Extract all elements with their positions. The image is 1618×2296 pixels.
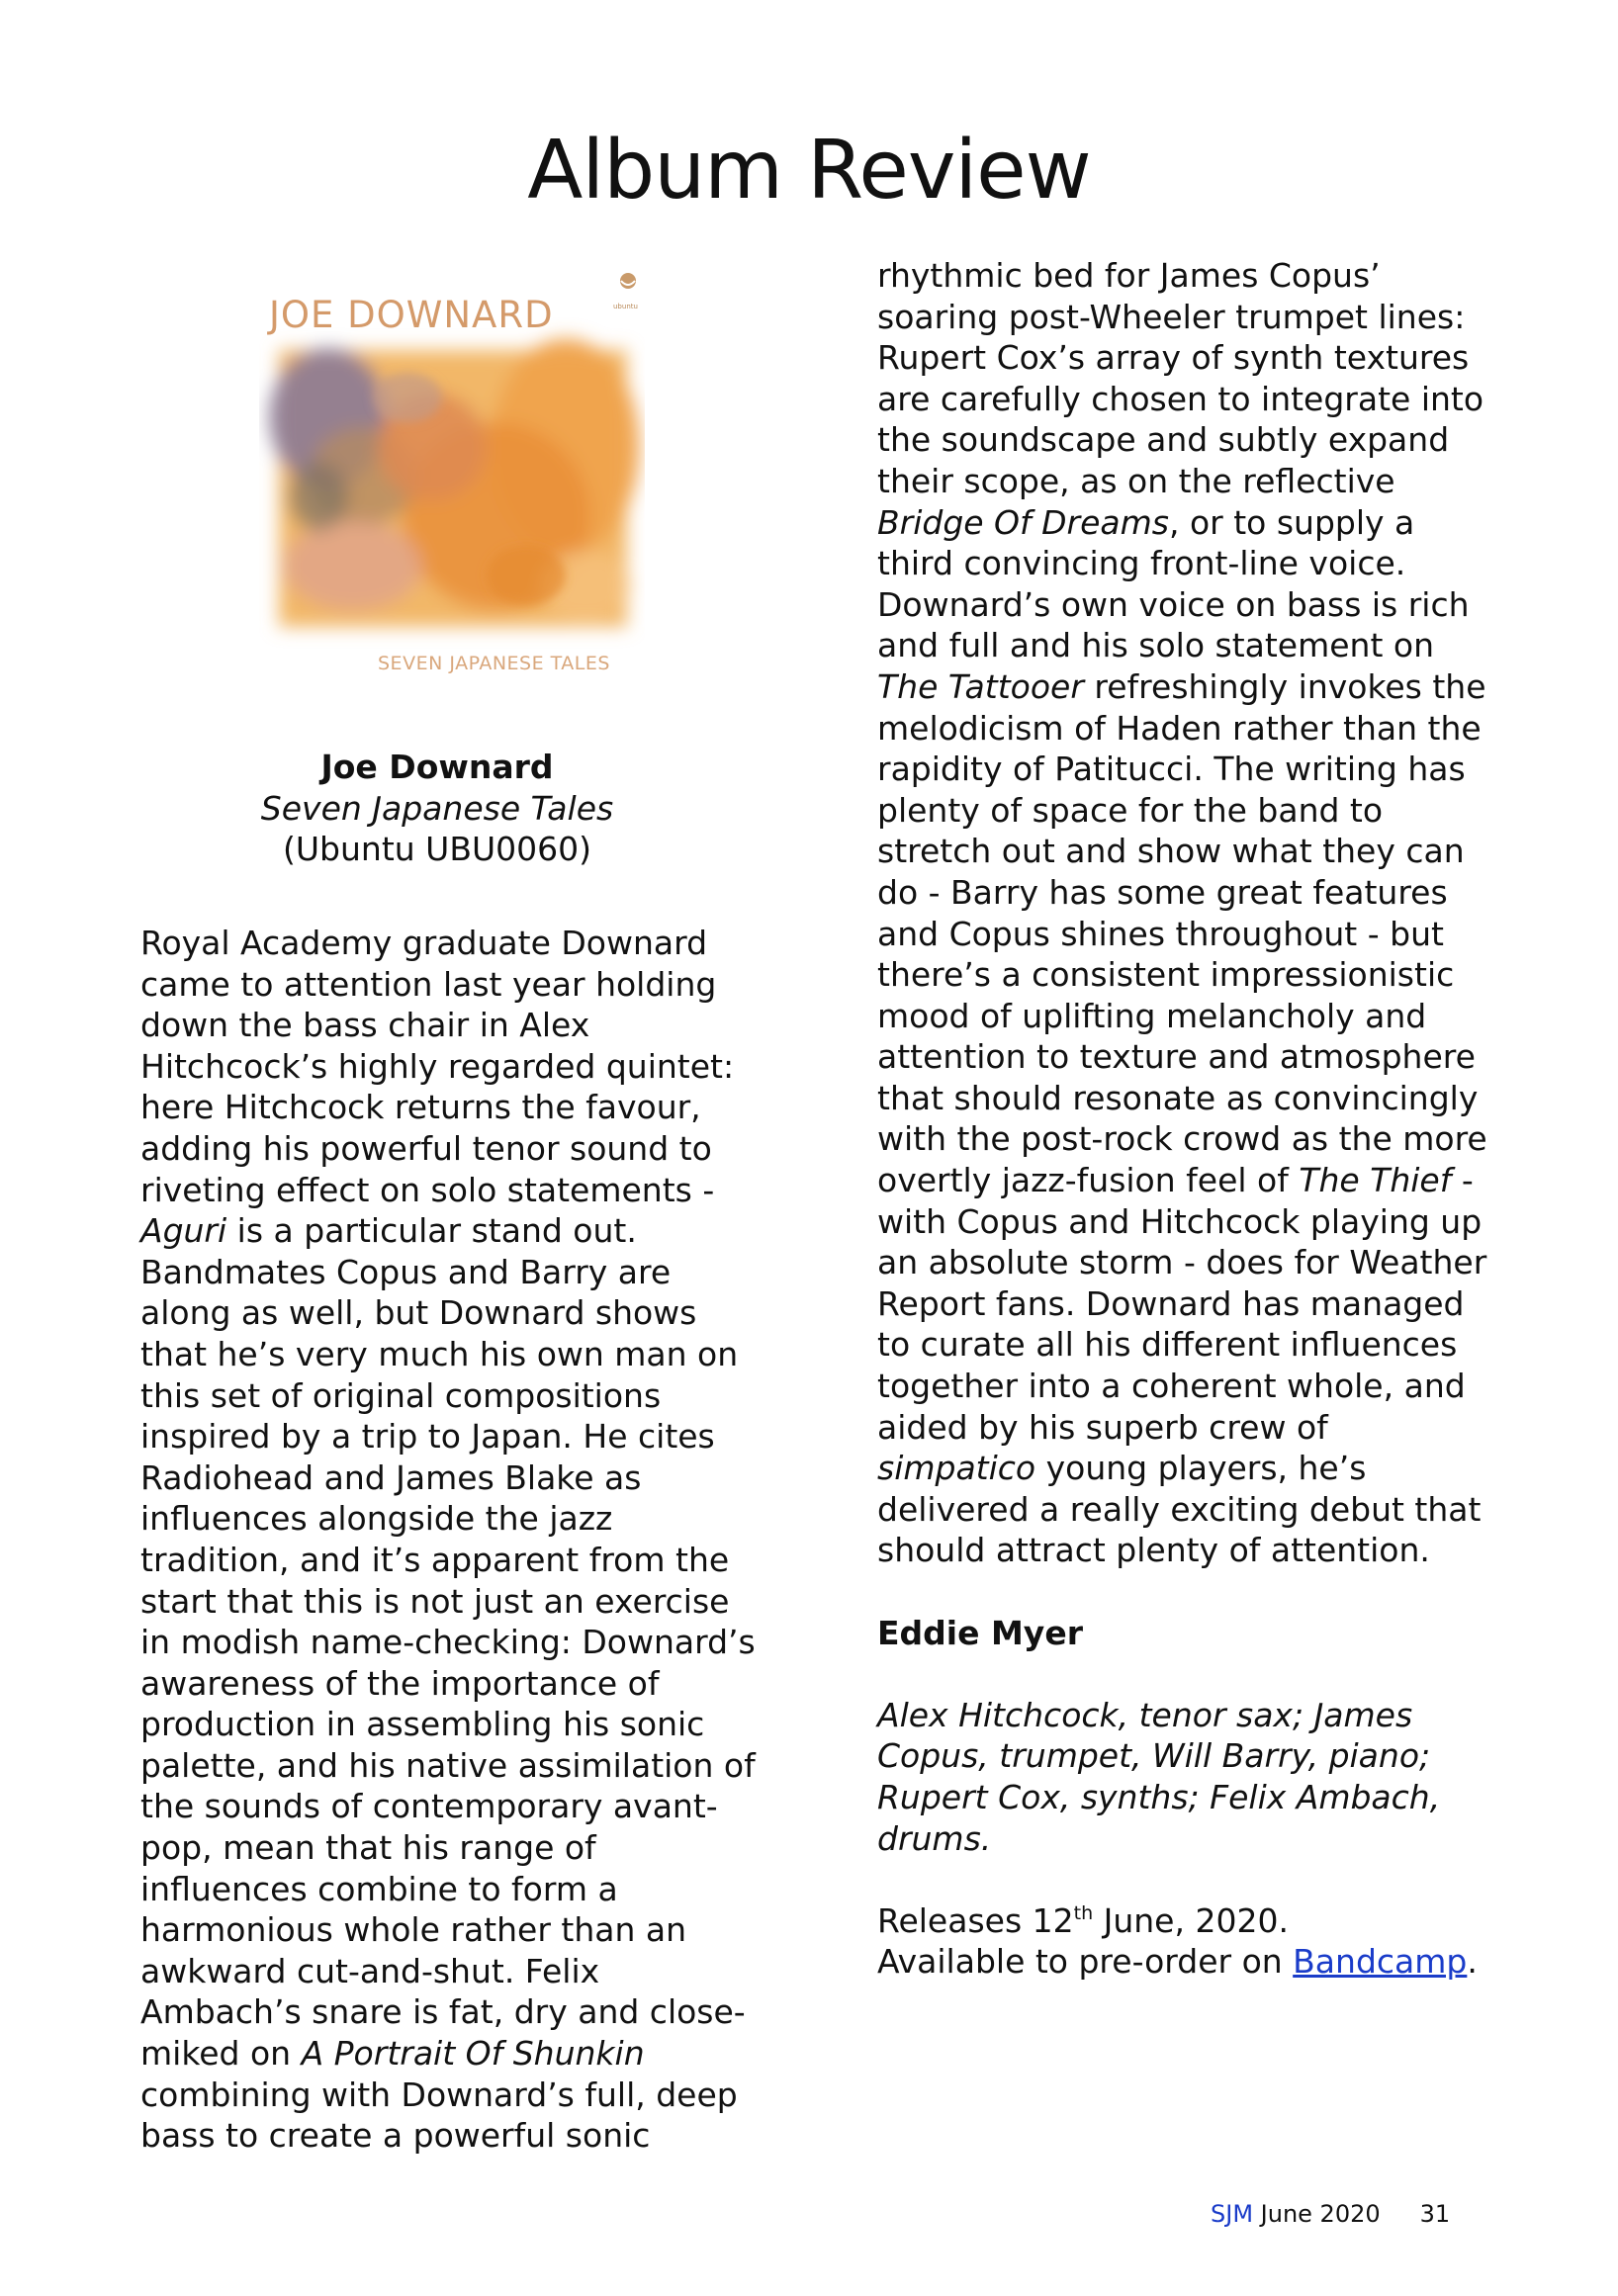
album-credit (140, 747, 734, 870)
review-line: Report fans. Downard has managed (877, 1283, 1465, 1323)
review-line: are carefully chosen to integrate into (877, 379, 1484, 418)
review-line: with Copus and Hitchcock playing up (877, 1201, 1483, 1241)
review-line: came to attention last year holding (140, 964, 717, 1004)
spacer (877, 1859, 1510, 1900)
release-prefix: Releases 12 (877, 1900, 1074, 1940)
review-line: that should resonate as convincingly (877, 1078, 1479, 1117)
review-line: Rupert Cox’s array of synth textures (877, 338, 1470, 378)
review-line: Radiohead and James Blake as (140, 1457, 642, 1497)
review-line: tradition, and it’s apparent from the (140, 1540, 730, 1579)
review-line: together into a coherent whole, and (877, 1367, 1466, 1406)
spacer (877, 1653, 1510, 1695)
review-line: down the bass chair in Alex (140, 1006, 590, 1045)
release-date (877, 1900, 1510, 1942)
album-cover (259, 259, 645, 684)
review-line: there’s a consistent impressionistic (877, 955, 1455, 995)
review-line (877, 1160, 1510, 1201)
review-line: influences combine to form a (140, 1869, 618, 1908)
review-text: miked on (140, 2034, 302, 2074)
review-line: to curate all his different influences (877, 1325, 1458, 1365)
credit-catalog: (Ubuntu UBU0060) (283, 830, 591, 869)
personnel-line: Copus, trumpet, Will Barry, piano; (877, 1736, 1431, 1776)
review-text-left (140, 923, 773, 2157)
review-line: Ambach’s snare is fat, dry and close- (140, 1992, 746, 2032)
review-line: inspired by a trip to Japan. He cites (140, 1417, 715, 1457)
footer-issue: June 2020 (1253, 2200, 1381, 2228)
review-line: in modish name-checking: Downard’s (140, 1623, 756, 1662)
review-line: Bandmates Copus and Barry are (140, 1252, 672, 1291)
review-text: young players, he’s (1035, 1449, 1367, 1488)
review-line: this set of original compositions (140, 1375, 662, 1415)
review-line: combining with Downard’s full, deep (140, 2075, 738, 2114)
review-line: an absolute storm - does for Weather (877, 1243, 1487, 1282)
release-ordinal: th (1073, 1901, 1094, 1924)
review-line: riveting effect on solo statements - (140, 1170, 715, 1209)
review-line: adding his powerful tenor sound to (140, 1128, 712, 1168)
review-line: soaring post-Wheeler trumpet lines: (877, 297, 1466, 336)
review-line: harmonious whole rather than an (140, 1910, 687, 1950)
review-line: should attract plenty of attention. (877, 1531, 1430, 1570)
review-line: third convincing front-line voice. (877, 544, 1406, 583)
page-footer (1211, 2200, 1450, 2228)
spacer (877, 1571, 1510, 1613)
review-text: is a particular stand out. (226, 1211, 637, 1251)
review-line (877, 1448, 1510, 1489)
review-text: - (1451, 1161, 1474, 1200)
label-logo-text: ubuntu (613, 303, 638, 310)
credit-album: Seven Japanese Tales (260, 788, 614, 828)
review-line: their scope, as on the reflective (877, 461, 1395, 500)
review-line: delivered a really exciting debut that (877, 1489, 1482, 1529)
review-line: along as well, but Downard shows (140, 1293, 697, 1333)
review-text: , or to supply a (1169, 502, 1415, 542)
reviewer-name: Eddie Myer (877, 1613, 1083, 1652)
review-line: the sounds of contemporary avant- (140, 1787, 718, 1826)
page-number: 31 (1419, 2200, 1451, 2228)
review-line: rapidity of Patitucci. The writing has (877, 750, 1466, 789)
review-line: stretch out and show what they can (877, 832, 1465, 871)
review-line: Downard’s own voice on bass is rich (877, 584, 1470, 624)
personnel-line: Rupert Cox, synths; Felix Ambach, (877, 1777, 1441, 1816)
review-text: refreshingly invokes the (1083, 666, 1486, 706)
preorder-line (877, 1941, 1510, 1983)
personnel-line: drums. (877, 1818, 992, 1858)
review-line: here Hitchcock returns the favour, (140, 1088, 701, 1127)
review-line: pop, mean that his range of (140, 1828, 596, 1868)
review-line: production in assembling his sonic (140, 1705, 705, 1744)
track-title: Aguri (140, 1211, 227, 1251)
bandcamp-link[interactable]: Bandcamp (1293, 1942, 1468, 1982)
credit-artist: Joe Downard (320, 748, 554, 786)
review-line: and full and his solo statement on (877, 626, 1434, 665)
emphasis-text: simpatico (877, 1449, 1036, 1488)
review-line (140, 2033, 773, 2075)
review-line: plenty of space for the band to (877, 790, 1384, 830)
track-title: The Tattooer (877, 666, 1084, 706)
review-line: the soundscape and subtly expand (877, 420, 1450, 460)
footer-brand: SJM (1211, 2200, 1254, 2228)
preorder-text: Available to pre-order on (877, 1942, 1294, 1982)
track-title: A Portrait Of Shunkin (301, 2034, 645, 2074)
review-line: Royal Academy graduate Downard (140, 924, 708, 962)
track-title: Bridge Of Dreams (877, 502, 1169, 542)
review-line (140, 1210, 773, 1252)
review-line (877, 502, 1510, 544)
review-line: that he’s very much his own man on (140, 1334, 739, 1373)
cover-album-title: SEVEN JAPANESE TALES (378, 653, 610, 674)
release-suffix: June, 2020. (1093, 1900, 1289, 1940)
review-line: awkward cut-and-shut. Felix (140, 1951, 600, 1990)
review-line: do - Barry has some great features (877, 872, 1448, 912)
review-line: palette, and his native assimilation of (140, 1745, 756, 1785)
review-line: and Copus shines throughout - but (877, 914, 1444, 953)
review-line: bass to create a powerful sonic (140, 2116, 651, 2156)
review-line: with the post-rock crowd as the more (877, 1119, 1487, 1159)
review-line: aided by his superb crew of (877, 1407, 1328, 1447)
page-title: Album Review (527, 124, 1091, 218)
cover-artist-text: JOE DOWNARD (269, 294, 554, 336)
preorder-period: . (1467, 1942, 1478, 1982)
review-line: attention to texture and atmosphere (877, 1037, 1476, 1077)
review-line: melodicism of Haden rather than the (877, 708, 1482, 748)
review-line (877, 666, 1510, 708)
review-line: mood of uplifting melancholy and (877, 996, 1427, 1035)
review-line: influences alongside the jazz (140, 1499, 613, 1539)
review-text: overtly jazz-fusion feel of (877, 1161, 1300, 1200)
personnel-line: Alex Hitchcock, tenor sax; James (877, 1695, 1413, 1734)
review-line: rhythmic bed for James Copus’ (877, 256, 1381, 295)
review-line: Hitchcock’s highly regarded quintet: (140, 1046, 735, 1086)
review-line: awareness of the importance of (140, 1663, 660, 1703)
track-title: The Thief (1299, 1161, 1452, 1200)
review-line: start that this is not just an exercise (140, 1581, 730, 1621)
review-text-right (877, 255, 1510, 1983)
